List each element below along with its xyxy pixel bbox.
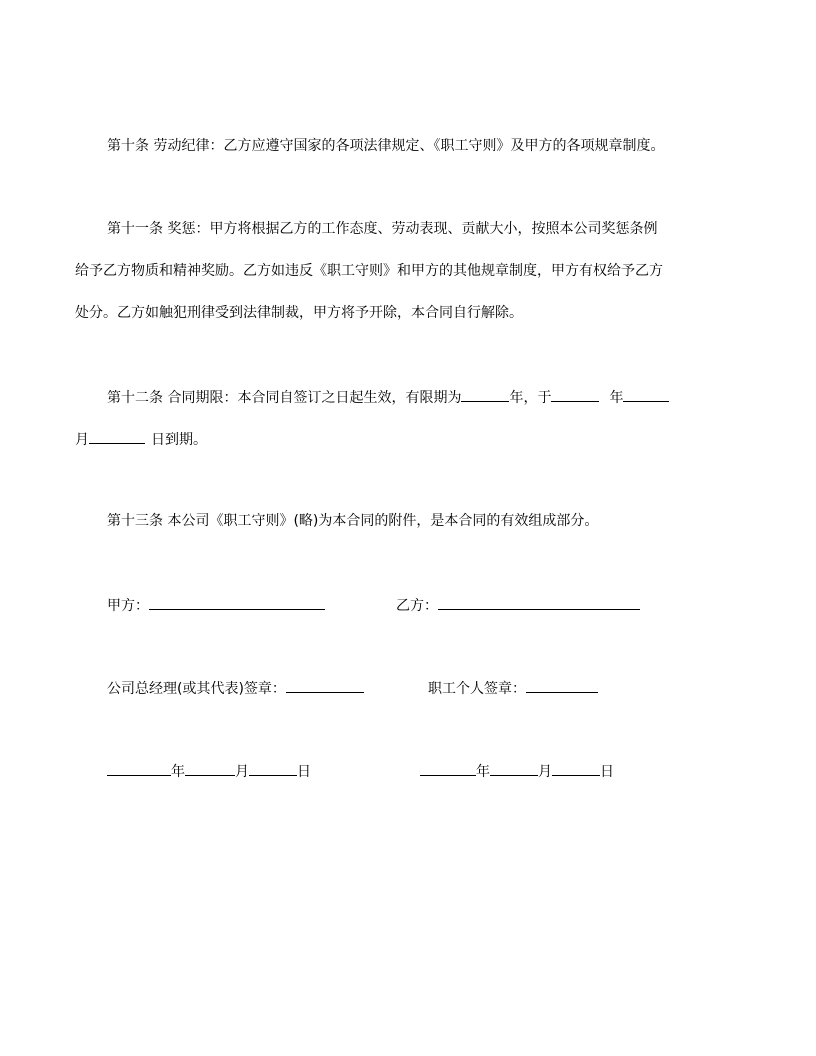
article-11-line-3 [75,303,523,323]
article-11-line-2 [75,261,663,281]
article-10 [107,136,664,156]
article-13 [107,511,598,531]
end-year-label: 年 [609,390,624,406]
article-11-text-3: 处分。乙方如触犯刑律受到法律制裁，甲方将予开除，本合同自行解除。 [75,305,523,321]
party-b-blank[interactable] [438,594,640,610]
gm-signature [107,677,364,697]
gm-blank[interactable] [286,677,364,693]
article-10-text: 第十条 劳动纪律：乙方应遵守国家的各项法律规定、《职工守则》及甲方的各项规章制度。 [107,138,665,154]
party-b-date [420,760,614,780]
party-a-month-label: 月 [235,764,249,780]
article-12-year-unit: 年，于 [509,390,552,406]
article-12-line-1 [107,386,669,406]
party-b-signature [396,594,640,614]
party-b-day-blank[interactable] [552,760,600,776]
employee-label: 职工个人签章： [428,681,526,697]
article-11-line-1 [107,219,657,239]
employee-signature [428,677,598,697]
party-b-label: 乙方： [396,598,438,614]
party-b-year-blank[interactable] [420,760,476,776]
party-a-day-label: 日 [297,764,311,780]
end-day-suffix: 日到期。 [151,432,207,448]
article-11-text-1: 第十一条 奖惩：甲方将根据乙方的工作态度、劳动表现、贡献大小，按照本公司奖惩条例 [107,221,658,237]
article-13-text: 第十三条 本公司《职工守则》(略)为本合同的附件，是本合同的有效组成部分。 [107,513,599,529]
party-b-year-label: 年 [476,764,490,780]
party-a-label: 甲方： [107,598,149,614]
party-b-month-label: 月 [538,764,552,780]
end-month-label: 月 [75,432,89,448]
party-b-day-label: 日 [600,764,614,780]
employee-blank[interactable] [526,677,598,693]
party-a-year-blank[interactable] [107,760,171,776]
party-a-date [107,760,311,780]
article-11-text-2: 给予乙方物质和精神奖励。乙方如违反《职工守则》和甲方的其他规章制度，甲方有权给予乙方 [75,263,663,279]
end-month-blank[interactable] [623,386,669,402]
party-a-month-blank[interactable] [185,760,235,776]
end-day-blank[interactable] [89,428,145,444]
party-a-signature [107,594,325,614]
party-a-year-label: 年 [171,764,185,780]
gm-label: 公司总经理(或其代表)签章： [107,681,286,697]
party-a-blank[interactable] [149,594,325,610]
term-years-blank[interactable] [461,386,509,402]
article-12-text: 第十二条 合同期限：本合同自签订之日起生效，有限期为 [107,390,462,406]
party-a-day-blank[interactable] [249,760,297,776]
article-12-line-2 [75,428,207,448]
end-year-blank[interactable] [551,386,599,402]
party-b-month-blank[interactable] [490,760,538,776]
